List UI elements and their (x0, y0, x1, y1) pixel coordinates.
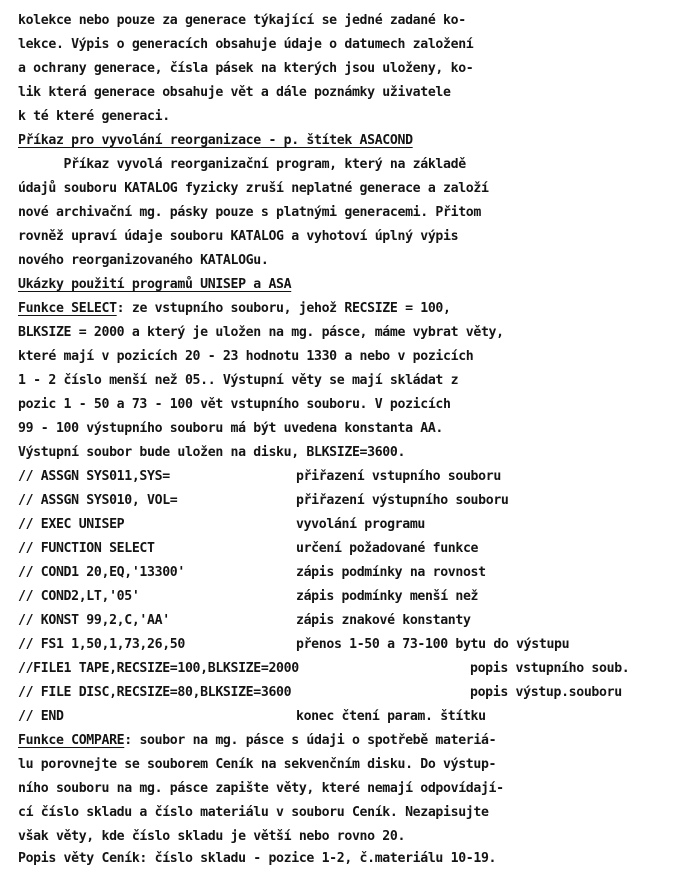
function-compare-text: : soubor na mg. pásce s údaji o spotřebě materiá- (124, 733, 497, 748)
text-line: však věty, kde číslo skladu je větší nebo rovno 20. (18, 829, 406, 844)
text-line: lik která generace obsahuje vět a dále poznámky uživatele (18, 85, 451, 100)
code-command: // FUNCTION SELECT (18, 541, 155, 556)
code-command: // EXEC UNISEP (18, 517, 125, 532)
code-command: // ASSGN SYS010, VOL= (18, 493, 178, 508)
text-line: Výstupní soubor bude uložen na disku, BLKSIZE=3600. (18, 445, 406, 460)
code-description: přiřazení vstupního souboru (296, 469, 501, 484)
text-line: cí číslo skladu a číslo materiálu v souboru Ceník. Nezapisujte (18, 805, 489, 820)
text-line: kolekce nebo pouze za generace týkající se jedné zadané ko- (18, 13, 466, 28)
code-description: určení požadované funkce (296, 541, 479, 556)
code-description: popis výstup.souboru (470, 685, 622, 700)
heading-prefix: Příkaz pro vyvolání reorganizace (18, 133, 261, 148)
code-command: // END (18, 709, 64, 724)
text-line: 1 - 2 číslo menší než 05.. Výstupní věty se mají skládat z (18, 373, 459, 388)
text-line: nové archivační mg. pásky pouze s platnými generacemi. Přitom (18, 205, 481, 220)
code-description: přiřazení výstupního souboru (296, 493, 509, 508)
code-command: // ASSGN SYS011,SYS= (18, 469, 170, 484)
text-line: a ochrany generace, čísla pásek na kterých jsou uloženy, ko- (18, 61, 474, 76)
text-line: 99 - 100 výstupního souboru má být uvedena konstanta AA. (18, 421, 444, 436)
function-select-text: : ze vstupního souboru, jehož RECSIZE = 100, (116, 301, 451, 316)
code-command: // FS1 1,50,1,73,26,50 (18, 637, 185, 652)
section-heading-reorganization (18, 130, 413, 152)
code-description: konec čtení param. štítku (296, 709, 486, 724)
code-command: // FILE DISC,RECSIZE=80,BLKSIZE=3600 (18, 685, 292, 700)
compare-intro-line (18, 730, 496, 752)
text-line: Popis věty Ceník: číslo skladu - pozice 1-2, č.materiálu 10-19. (18, 851, 497, 866)
text-line: Příkaz vyvolá reorganizační program, který na základě (18, 157, 466, 172)
code-description: zápis podmínky menší než (296, 589, 479, 604)
code-description: přenos 1-50 a 73-100 bytu do výstupu (296, 637, 570, 652)
code-command: // COND2,LT,'05' (18, 589, 140, 604)
code-command: //FILE1 TAPE,RECSIZE=100,BLKSIZE=2000 (18, 661, 299, 676)
code-description: popis vstupního soub. (470, 661, 630, 676)
text-line: pozic 1 - 50 a 73 - 100 vět vstupního souboru. V pozicích (18, 397, 451, 412)
code-command: // KONST 99,2,C,'AA' (18, 613, 170, 628)
code-description: zápis podmínky na rovnost (296, 565, 486, 580)
code-description: vyvolání programu (296, 517, 426, 532)
code-command: // COND1 20,EQ,'13300' (18, 565, 185, 580)
text-line: BLKSIZE = 2000 a který je uložen na mg. pásce, máme vybrat věty, (18, 325, 504, 340)
select-intro-line (18, 298, 451, 320)
text-line: k té které generaci. (18, 109, 170, 124)
text-line: které mají v pozicích 20 - 23 hodnotu 1330 a nebo v pozicích (18, 349, 474, 364)
section-heading-examples: Ukázky použití programů UNISEP a ASA (18, 277, 292, 292)
text-line: nového reorganizovaného KATALOGu. (18, 253, 269, 268)
text-line: lekce. Výpis o generacích obsahuje údaje o datumech založení (18, 37, 474, 52)
text-line: ního souboru na mg. pásce zapište věty, které nemají odpovídají- (18, 781, 504, 796)
code-description: zápis znakové konstanty (296, 613, 471, 628)
text-line: údajů souboru KATALOG fyzicky zruší neplatné generace a založí (18, 181, 489, 196)
heading-suffix: - p. štítek ASACOND (260, 133, 413, 148)
text-line: lu porovnejte se souborem Ceník na sekvenčním disku. Do výstup- (18, 757, 497, 772)
text-line: rovněž upraví údaje souboru KATALOG a vyhotoví úplný výpis (18, 229, 459, 244)
function-compare-label: Funkce COMPARE (18, 733, 125, 748)
function-select-label: Funkce SELECT (18, 301, 117, 316)
